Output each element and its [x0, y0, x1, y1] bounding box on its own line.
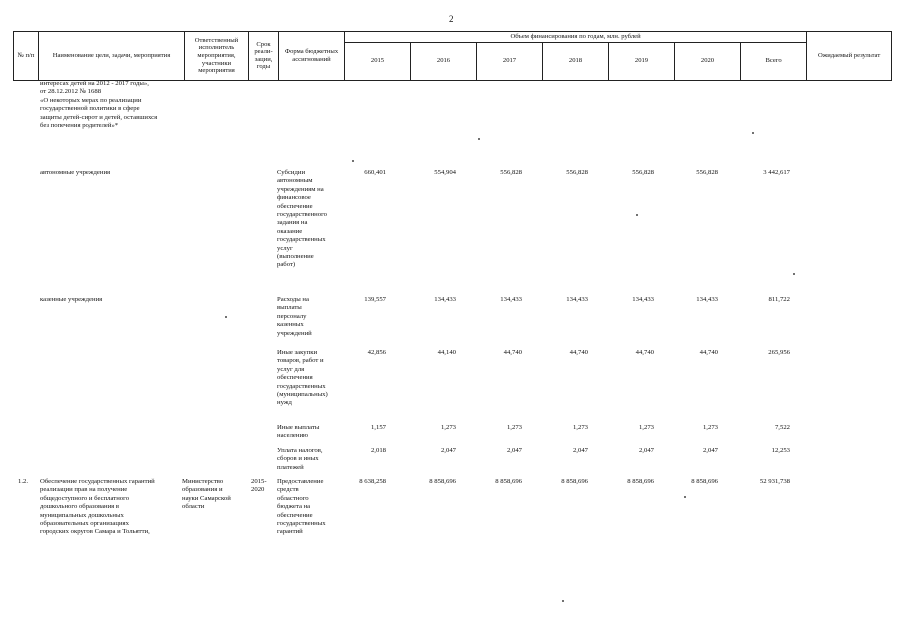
row-value: 2,018 — [370, 447, 386, 454]
row-value: 2,047 — [440, 447, 456, 454]
row-value: 1,157 — [370, 424, 386, 431]
row-form: Иные закупки товаров, работ и услуг для обеспечения государственных (муниципальных) нужд — [277, 349, 328, 407]
row-form: Расходы на выплаты персоналу казенных учреждений — [277, 296, 312, 337]
row-total: 12,253 — [771, 447, 790, 454]
header-year: 2018 — [543, 42, 609, 80]
header-year: 2020 — [675, 42, 741, 80]
row-value: 134,433 — [696, 296, 718, 303]
row-total: 265,956 — [768, 349, 790, 356]
row-number: 1.2. — [18, 478, 29, 485]
row-total: 52 931,738 — [759, 478, 790, 485]
row-value: 44,140 — [437, 349, 456, 356]
row-form: Уплата налогов, сборов и иных платежей — [277, 447, 323, 471]
row-value: 1,273 — [440, 424, 456, 431]
row-value: 134,433 — [632, 296, 654, 303]
header-volume: Объем финансирования по годам, млн. рублей — [345, 32, 807, 43]
row-value: 8 858,696 — [691, 478, 718, 485]
row-value: 42,856 — [367, 349, 386, 356]
row-value: 139,557 — [364, 296, 386, 303]
header-total: Всего — [741, 42, 807, 80]
row-value: 44,740 — [699, 349, 718, 356]
intro-text: интересах детей на 2012 - 2017 годы», от 28.12.2012 № 1688 «О некоторых мерах по реализации государственной политики в сфере защиты детей-сирот и детей, оставшихся без попечения родителей»* — [40, 80, 158, 130]
header-no: № п/п — [14, 32, 39, 81]
row-value: 134,433 — [566, 296, 588, 303]
row-value: 2,047 — [702, 447, 718, 454]
row-value: 44,740 — [569, 349, 588, 356]
page-number: 2 — [449, 14, 454, 24]
header-result: Ожидаемый результат — [807, 32, 892, 81]
scan-speck — [793, 273, 795, 275]
row-total: 3 442,617 — [763, 169, 790, 176]
scan-speck — [636, 214, 638, 216]
row-value: 134,433 — [434, 296, 456, 303]
row-value: 2,047 — [506, 447, 522, 454]
scan-speck — [478, 138, 480, 140]
row-value: 556,828 — [500, 169, 522, 176]
row-value: 554,904 — [434, 169, 456, 176]
row-value: 1,273 — [638, 424, 654, 431]
scan-speck — [225, 316, 227, 318]
header-year: 2015 — [345, 42, 411, 80]
row-value: 556,828 — [632, 169, 654, 176]
row-value: 134,433 — [500, 296, 522, 303]
header-form: Форма бюджетных ассигнований — [279, 32, 345, 81]
scan-speck — [352, 160, 354, 162]
row-value: 556,828 — [566, 169, 588, 176]
row-value: 1,273 — [572, 424, 588, 431]
row-form: Предоставление средств областного бюджета на обеспечение государственных гарантий — [277, 478, 326, 536]
row-name: автономные учреждения — [40, 169, 111, 176]
row-value: 1,273 — [702, 424, 718, 431]
header-responsible: Ответственный исполнитель мероприятия, участники мероприятия — [185, 32, 249, 81]
row-value: 8 858,696 — [495, 478, 522, 485]
row-name: Обеспечение государственных гарантий реализации прав на получение общедоступного и бесплатного дошкольного образования в муниципальных дошкольных образовательных организациях городских округов Самара и Тольятти, — [40, 478, 155, 536]
row-form: Иные выплаты населению — [277, 424, 320, 440]
scan-speck — [684, 496, 686, 498]
row-value: 556,828 — [696, 169, 718, 176]
header-year: 2019 — [609, 42, 675, 80]
row-value: 44,740 — [635, 349, 654, 356]
header-name: Наименование цели, задачи, мероприятия — [39, 32, 185, 81]
row-total: 811,722 — [768, 296, 790, 303]
header-year: 2016 — [411, 42, 477, 80]
row-value: 660,401 — [364, 169, 386, 176]
header-term: Срок реали- зации, годы — [249, 32, 279, 81]
row-value: 2,047 — [638, 447, 654, 454]
row-name: казенные учреждения — [40, 296, 103, 303]
row-value: 2,047 — [572, 447, 588, 454]
row-form: Субсидии автономным учреждениям на финансовое обеспечение государственного задания на оказание государственных услуг (выполнение работ) — [277, 169, 328, 269]
row-responsible: Министерство образования и науки Самарской области — [182, 478, 231, 511]
row-total: 7,522 — [774, 424, 790, 431]
scan-speck — [562, 600, 564, 602]
scan-speck — [752, 132, 754, 134]
header-year: 2017 — [477, 42, 543, 80]
row-value: 8 858,696 — [561, 478, 588, 485]
row-term: 2015- 2020 — [251, 478, 267, 494]
row-value: 8 858,696 — [429, 478, 456, 485]
row-value: 44,740 — [503, 349, 522, 356]
row-value: 8 638,258 — [359, 478, 386, 485]
row-value: 1,273 — [506, 424, 522, 431]
row-value: 8 858,696 — [627, 478, 654, 485]
